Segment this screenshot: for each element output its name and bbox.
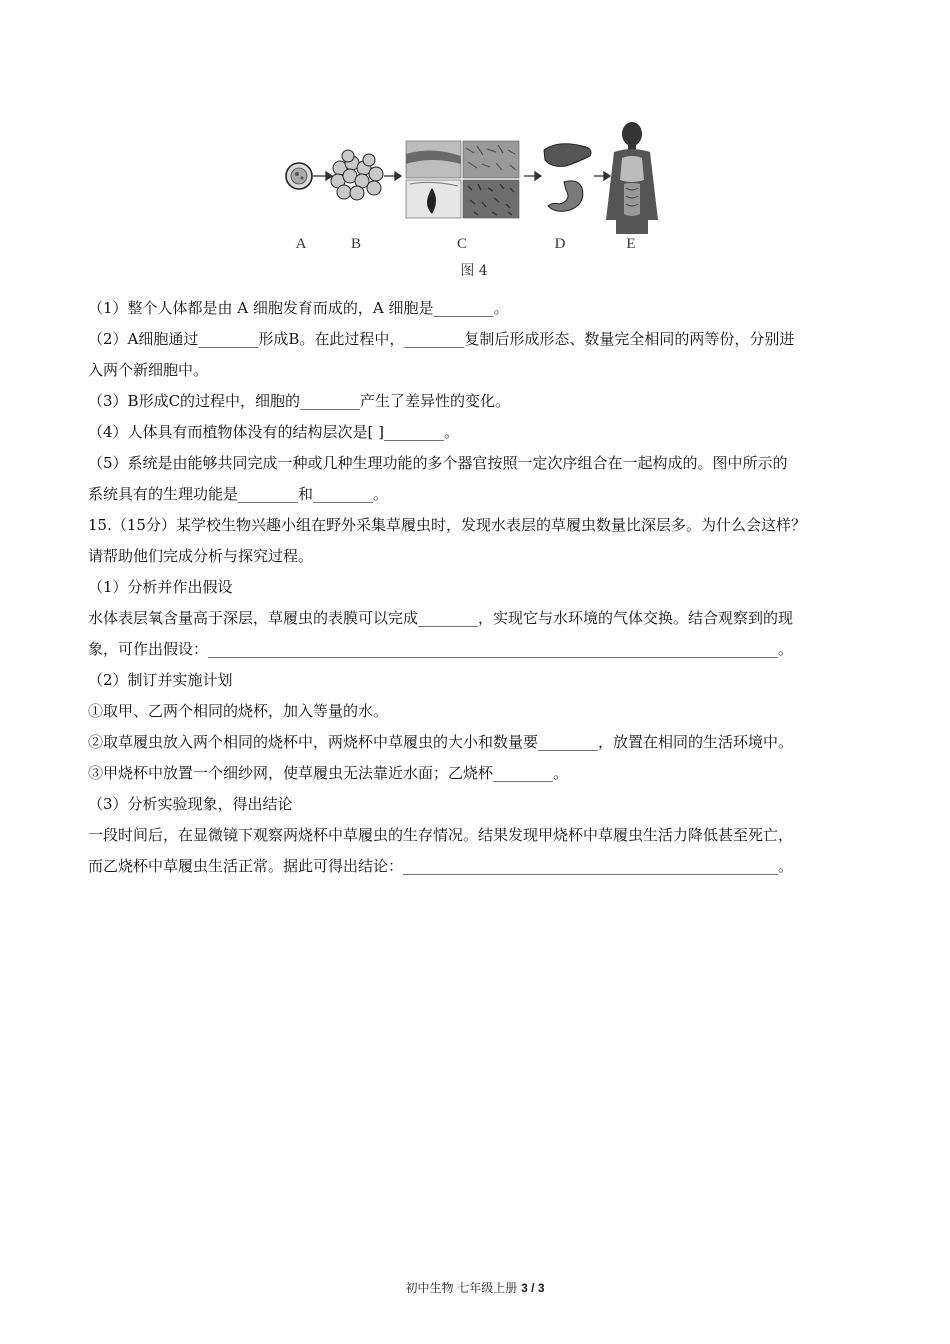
figure-letter-b: B (350, 236, 361, 252)
figure-caption: 图 4 (460, 263, 488, 279)
figure-letter-a: A (295, 236, 307, 252)
text-line: 而乙烧杯中草履虫生活正常。据此可得出结论：__________________________________________________。 (88, 857, 794, 875)
figure-4 (282, 118, 666, 284)
text-line: （2）A细胞通过________形成B。在此过程中，________复制后形成形态、数量完全相同的两等份，分别进 (88, 330, 795, 348)
question-text (88, 293, 868, 882)
figure-letter-e: E (626, 236, 636, 252)
cell-a-illustration (286, 163, 312, 189)
text-line: （1）整个人体都是由 A 细胞发育而成的，A 细胞是________。 (88, 299, 509, 317)
text-line: ①取甲、乙两个相同的烧杯，加入等量的水。 (88, 702, 389, 720)
text-line: （5）系统是由能够共同完成一种或几种生理功能的多个器官按照一定次序组合在一起构成的。图中所示的 (88, 454, 788, 472)
text-line: ②取草履虫放入两个相同的烧杯中，两烧杯中草履虫的大小和数量要________，放置在相同的生活环境中。 (88, 733, 794, 751)
tissues-c-illustration (406, 141, 519, 218)
arrow-c-d (524, 172, 541, 180)
arrow-d-e (594, 172, 610, 180)
text-line: 请帮助他们完成分析与探究过程。 (88, 547, 314, 565)
text-line: 一段时间后，在显微镜下观察两烧杯中草履虫的生存情况。结果发现甲烧杯中草履虫生活力降低甚至死亡， (88, 826, 794, 844)
page-footer (0, 1279, 950, 1296)
text-line: 15.（15分）某学校生物兴趣小组在野外采集草履虫时，发现水表层的草履虫数量比深层多。为什么会这样？ (88, 516, 806, 534)
organs-d-illustration (544, 144, 591, 212)
text-line: 象，可作出假设：____________________________________________________________________________。 (88, 640, 794, 658)
text-line: （2）制订并实施计划 (88, 671, 233, 689)
footer-label: 初中生物 七年级上册 (405, 1281, 518, 1295)
human-body-e-illustration (606, 122, 658, 234)
page-number: 3 / 3 (521, 1281, 545, 1295)
cell-mass-b-illustration (331, 150, 383, 200)
text-line: 入两个新细胞中。 (88, 361, 209, 379)
text-line: （3）分析实验现象，得出结论 (88, 795, 293, 813)
text-line: 系统具有的生理功能是________和________。 (88, 485, 389, 503)
arrow-b-c (384, 172, 401, 180)
arrow-a-b (313, 172, 332, 180)
text-line: （4）人体具有而植物体没有的结构层次是[ ]________。 (88, 423, 460, 441)
text-line: 水体表层氧含量高于深层，草履虫的表膜可以完成________，实现它与水环境的气体交换。结合观察到的现 (88, 609, 794, 627)
text-line: （3）B形成C的过程中，细胞的________产生了差异性的变化。 (88, 392, 511, 410)
figure-letter-d: D (554, 236, 566, 252)
figure-letter-c: C (456, 236, 467, 252)
text-line: （1）分析并作出假设 (88, 578, 233, 596)
text-line: ③甲烧杯中放置一个细纱网，使草履虫无法靠近水面；乙烧杯________。 (88, 764, 569, 782)
